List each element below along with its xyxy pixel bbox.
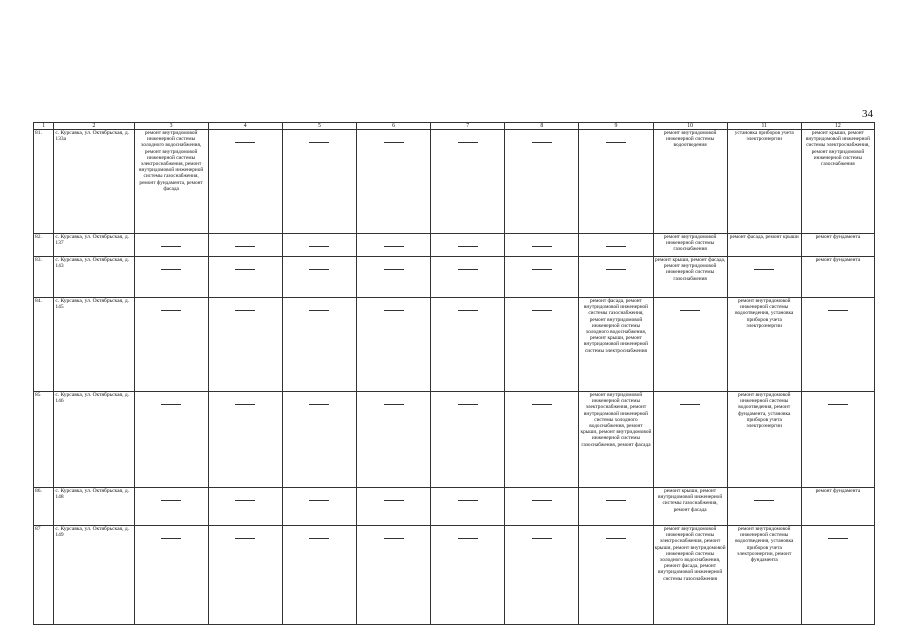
empty-cell xyxy=(282,234,356,257)
dash-mark xyxy=(235,538,255,539)
dash-mark xyxy=(532,538,552,539)
column-header: 10 xyxy=(653,123,727,130)
dash-mark xyxy=(384,538,404,539)
dash-mark xyxy=(384,246,404,247)
dash-mark xyxy=(309,404,329,405)
dash-mark xyxy=(532,500,552,501)
empty-cell xyxy=(208,392,282,488)
dash-mark xyxy=(606,500,626,501)
column-number-row xyxy=(34,123,875,130)
dash-mark xyxy=(309,142,329,143)
row-number: 81. xyxy=(34,130,54,234)
dash-mark xyxy=(161,500,181,501)
dash-mark xyxy=(532,404,552,405)
repair-cell: ремонт внутридомовой инженерной системы водоотведения, установка приборов учета электроэнергии, ремонт фундамента xyxy=(727,526,801,625)
empty-cell xyxy=(727,488,801,526)
row-number: 87 xyxy=(34,526,54,625)
repair-cell: ремонт фасада, ремонт внутридомовой инженерной системы газоснабжения, ремонт внутридомовой инженерной системы холодного водоснабжения, ремонт крыши, ремонт внутридомовой инженерной системы электроснабжения xyxy=(579,298,653,392)
table-body xyxy=(34,130,875,625)
dash-mark xyxy=(309,500,329,501)
dash-mark xyxy=(309,310,329,311)
empty-cell xyxy=(505,130,579,234)
empty-cell xyxy=(134,392,208,488)
dash-mark xyxy=(384,269,404,270)
column-header: 4 xyxy=(208,123,282,130)
empty-cell xyxy=(208,234,282,257)
repair-cell: ремонт фасада, ремонт крыши xyxy=(727,234,801,257)
capital-repair-table xyxy=(33,122,875,625)
empty-cell xyxy=(208,526,282,625)
empty-cell xyxy=(431,488,505,526)
dash-mark xyxy=(384,142,404,143)
empty-cell xyxy=(653,392,727,488)
row-number: 83. xyxy=(34,257,54,298)
dash-mark xyxy=(606,142,626,143)
dash-mark xyxy=(458,246,478,247)
empty-cell xyxy=(282,488,356,526)
table-row xyxy=(34,488,875,526)
repair-cell: ремонт крыши, ремонт внутридомовой инженерной системы электроснабжения, ремонт внутридомовой инженерной системы газоснабжения xyxy=(801,130,874,234)
row-number: 85 xyxy=(34,392,54,488)
repair-cell: ремонт фундамента xyxy=(801,257,874,298)
dash-mark xyxy=(828,538,848,539)
dash-mark xyxy=(606,538,626,539)
empty-cell xyxy=(431,130,505,234)
row-number: 84. xyxy=(34,298,54,392)
column-header: 1 xyxy=(34,123,54,130)
repair-cell: ремонт внутридомовой инженерной системы газоснабжения xyxy=(653,234,727,257)
dash-mark xyxy=(309,269,329,270)
dash-mark xyxy=(458,269,478,270)
dash-mark xyxy=(606,269,626,270)
repair-cell: ремонт фундамента xyxy=(801,488,874,526)
column-header: 2 xyxy=(54,123,134,130)
dash-mark xyxy=(680,310,700,311)
dash-mark xyxy=(754,269,774,270)
repair-cell: ремонт крыши, ремонт фасада, ремонт внутридомовой инженерной системы газоснабжения xyxy=(653,257,727,298)
empty-cell xyxy=(505,257,579,298)
column-header: 3 xyxy=(134,123,208,130)
dash-mark xyxy=(532,246,552,247)
empty-cell xyxy=(579,130,653,234)
repair-cell: установка приборов учета электроэнергии xyxy=(727,130,801,234)
empty-cell xyxy=(579,488,653,526)
empty-cell xyxy=(505,392,579,488)
row-address: с. Курсавка, ул. Октябрьская, д. 137 xyxy=(54,234,134,257)
dash-mark xyxy=(532,269,552,270)
dash-mark xyxy=(161,310,181,311)
empty-cell xyxy=(505,488,579,526)
empty-cell xyxy=(134,234,208,257)
dash-mark xyxy=(161,246,181,247)
empty-cell xyxy=(653,298,727,392)
empty-cell xyxy=(356,526,430,625)
empty-cell xyxy=(431,257,505,298)
empty-cell xyxy=(801,392,874,488)
dash-mark xyxy=(384,404,404,405)
column-header: 8 xyxy=(505,123,579,130)
dash-mark xyxy=(235,142,255,143)
row-number: 82. xyxy=(34,234,54,257)
empty-cell xyxy=(579,526,653,625)
empty-cell xyxy=(356,234,430,257)
row-address: с. Курсавка, ул. Октябрьская, д. 149 xyxy=(54,526,134,625)
dash-mark xyxy=(754,500,774,501)
table-row xyxy=(34,298,875,392)
dash-mark xyxy=(828,310,848,311)
repair-cell: ремонт внутридомовой инженерной системы электроснабжения, ремонт крыши, ремонт внутридомовой инженерной системы холодного водоснабжения, ремонт фасада, ремонт внутридомовой инженерной системы газоснабжения xyxy=(653,526,727,625)
empty-cell xyxy=(431,392,505,488)
column-header: 7 xyxy=(431,123,505,130)
row-address: с. Курсавка, ул. Октябрьская, д. 145 xyxy=(54,298,134,392)
empty-cell xyxy=(134,298,208,392)
dash-mark xyxy=(680,404,700,405)
empty-cell xyxy=(727,257,801,298)
dash-mark xyxy=(606,246,626,247)
dash-mark xyxy=(384,500,404,501)
repair-cell: ремонт внутридомовой инженерной системы холодного водоснабжения, ремонт внутридомовой инженерной системы электроснабжения, ремонт внутридомовой инженерной системы газоснабжения, ремонт фундамента, ремонт фасада xyxy=(134,130,208,234)
row-number: 86. xyxy=(34,488,54,526)
empty-cell xyxy=(208,488,282,526)
column-header: 9 xyxy=(579,123,653,130)
repair-cell: ремонт внутридомовой инженерной системы водоотведения, установка приборов учета электроэнергии xyxy=(727,298,801,392)
repair-cell: ремонт внутридомовой инженерной системы водоотведения, ремонт фундамента, установка приборов учета электроэнергии xyxy=(727,392,801,488)
column-header: 12 xyxy=(801,123,874,130)
table-row xyxy=(34,257,875,298)
empty-cell xyxy=(505,526,579,625)
column-header: 5 xyxy=(282,123,356,130)
empty-cell xyxy=(431,298,505,392)
empty-cell xyxy=(431,234,505,257)
dash-mark xyxy=(161,269,181,270)
row-address: с. Курсавка, ул. Октябрьская, д. 146 xyxy=(54,392,134,488)
empty-cell xyxy=(505,234,579,257)
table-row xyxy=(34,130,875,234)
repair-cell: ремонт крыши, ремонт внутридомовой инженерной системы газоснабжения, ремонт фасада xyxy=(653,488,727,526)
empty-cell xyxy=(579,257,653,298)
empty-cell xyxy=(134,526,208,625)
dash-mark xyxy=(458,404,478,405)
table-row xyxy=(34,392,875,488)
empty-cell xyxy=(356,392,430,488)
empty-cell xyxy=(356,257,430,298)
dash-mark xyxy=(458,500,478,501)
repair-cell: ремонт внутридомовой инженерной системы водоотведения xyxy=(653,130,727,234)
empty-cell xyxy=(431,526,505,625)
table-row xyxy=(34,234,875,257)
empty-cell xyxy=(208,298,282,392)
dash-mark xyxy=(309,246,329,247)
dash-mark xyxy=(309,538,329,539)
empty-cell xyxy=(282,298,356,392)
empty-cell xyxy=(505,298,579,392)
empty-cell xyxy=(134,257,208,298)
empty-cell xyxy=(801,526,874,625)
dash-mark xyxy=(235,269,255,270)
row-address: с. Курсавка, ул. Октябрьская, д. 143 xyxy=(54,257,134,298)
empty-cell xyxy=(282,130,356,234)
row-address: с. Курсавка, ул. Октябрьская, д. 148 xyxy=(54,488,134,526)
empty-cell xyxy=(282,392,356,488)
dash-mark xyxy=(161,538,181,539)
empty-cell xyxy=(356,488,430,526)
column-header: 11 xyxy=(727,123,801,130)
empty-cell xyxy=(282,526,356,625)
column-header: 6 xyxy=(356,123,430,130)
empty-cell xyxy=(356,130,430,234)
table-row xyxy=(34,526,875,625)
dash-mark xyxy=(384,310,404,311)
dash-mark xyxy=(828,404,848,405)
dash-mark xyxy=(458,142,478,143)
empty-cell xyxy=(134,488,208,526)
dash-mark xyxy=(458,538,478,539)
dash-mark xyxy=(532,142,552,143)
empty-cell xyxy=(208,130,282,234)
empty-cell xyxy=(801,298,874,392)
empty-cell xyxy=(356,298,430,392)
dash-mark xyxy=(235,500,255,501)
dash-mark xyxy=(235,310,255,311)
dash-mark xyxy=(235,246,255,247)
dash-mark xyxy=(235,404,255,405)
empty-cell xyxy=(208,257,282,298)
repair-cell: ремонт фундамента xyxy=(801,234,874,257)
dash-mark xyxy=(458,310,478,311)
repair-cell: ремонт внутридомовой инженерной системы электроснабжения, ремонт внутридомовой инженерной системы холодного водоснабжения, ремонт крыши, ремонт внутридомовой инженерной системы газоснабжения, ремонт фасада xyxy=(579,392,653,488)
empty-cell xyxy=(579,234,653,257)
empty-cell xyxy=(282,257,356,298)
dash-mark xyxy=(161,404,181,405)
dash-mark xyxy=(532,310,552,311)
page-number: 34 xyxy=(862,108,873,120)
row-address: с. Курсавка, ул. Октябрьская, д. 133а xyxy=(54,130,134,234)
